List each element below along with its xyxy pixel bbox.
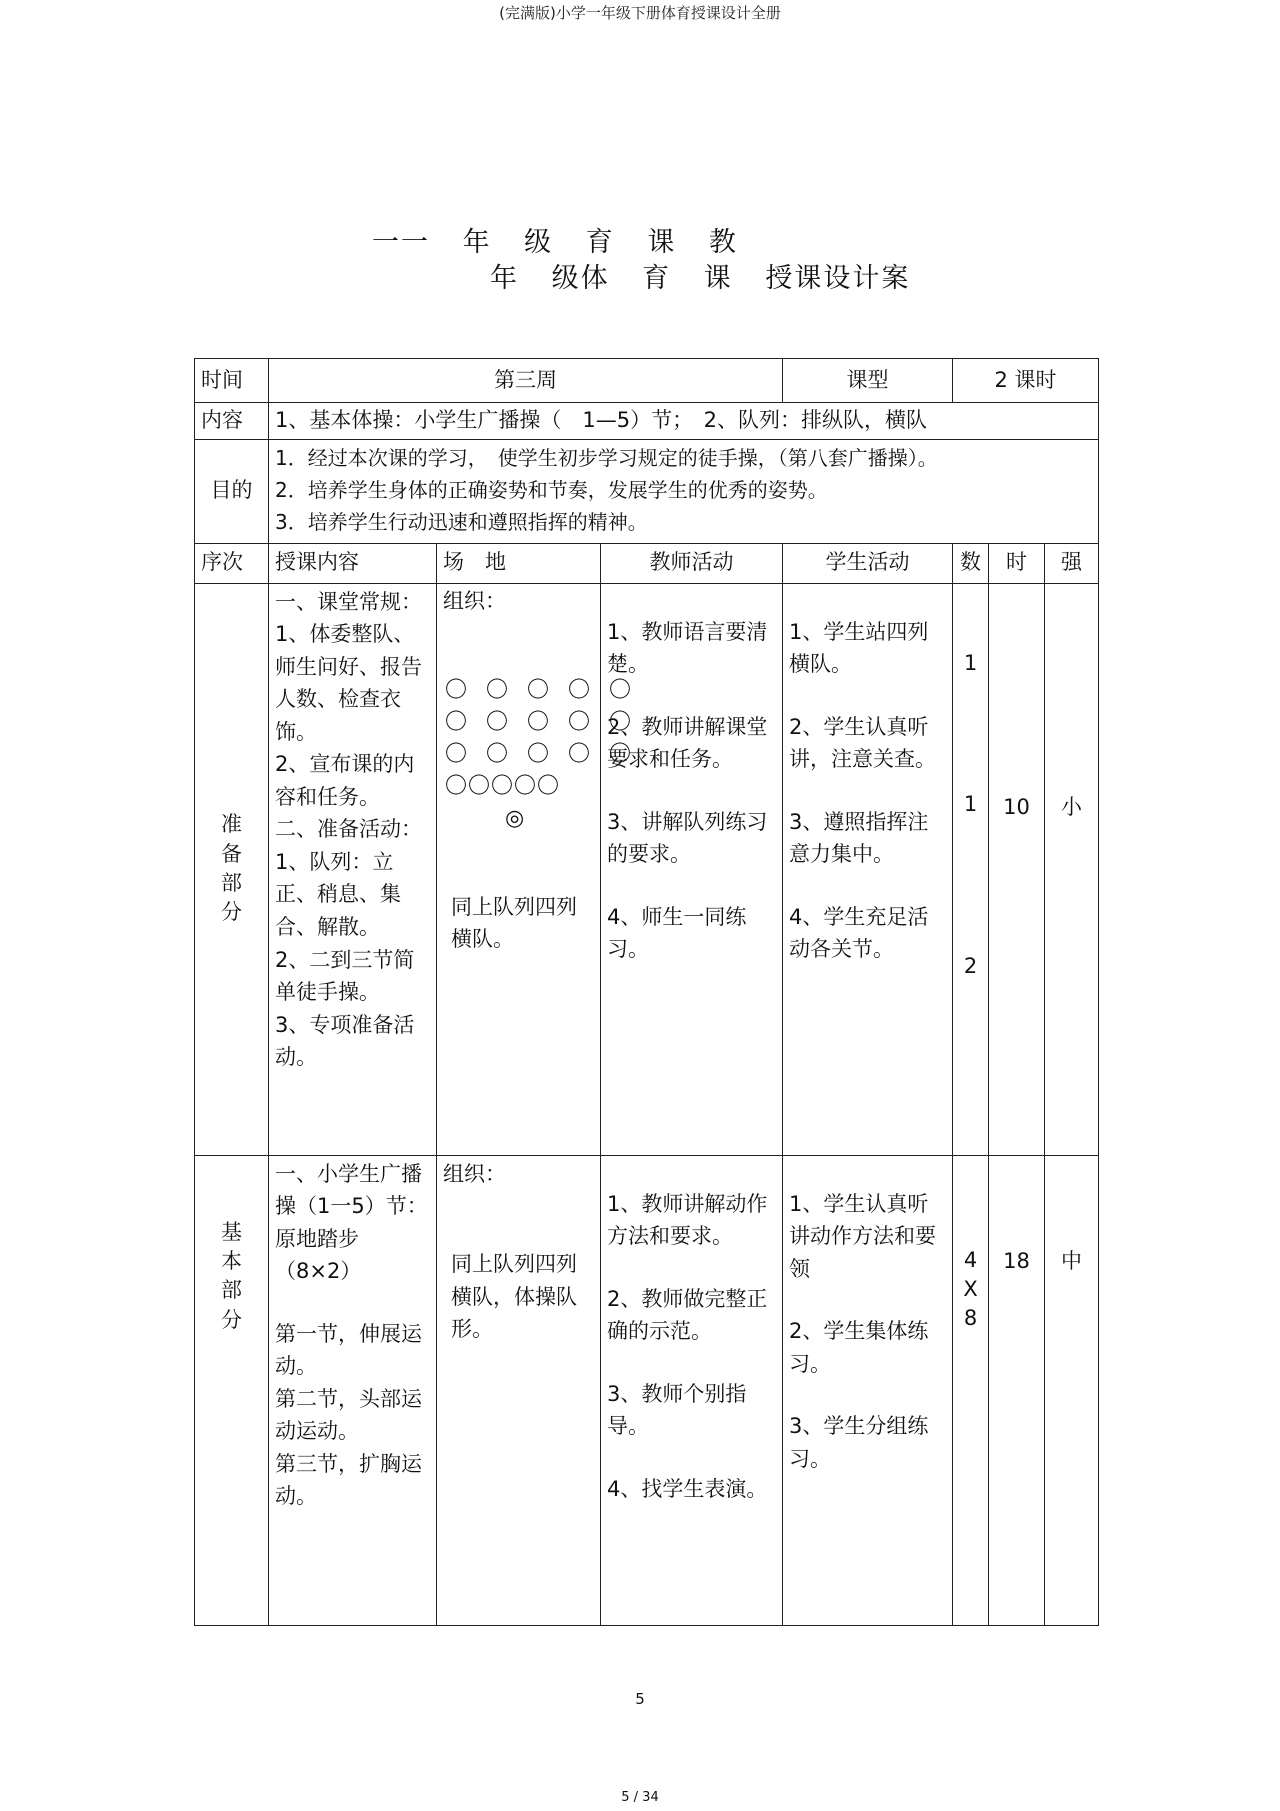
page-counter: 5 / 34 [621, 1790, 659, 1805]
prep-content-item: 一、课堂常规： [275, 589, 422, 614]
student-item: 3、学生分组练习。 [789, 1414, 929, 1471]
col-count: 数 [953, 543, 989, 583]
time-label: 时间 [195, 359, 269, 403]
prep-venue [437, 583, 637, 1155]
teacher-position-icon: ◎ [505, 805, 531, 831]
col-venue: 场 地 [437, 543, 601, 583]
col-intensity: 强 [1045, 543, 1099, 583]
goal-row [195, 439, 1099, 543]
page-number: 5 [635, 1690, 645, 1708]
formation-row: 〇 〇 〇 〇 〇 [445, 709, 637, 735]
prep-content-item: 1、体委整队、师生问好、报告人数、检查衣饰。 [275, 622, 422, 744]
basic-phase-label: 基 本 部 分 [195, 1155, 269, 1625]
count-value: 1 [963, 650, 978, 675]
teacher-item: 3、教师个别指导。 [607, 1381, 747, 1439]
basic-teacher [601, 1155, 783, 1625]
col-time: 时 [989, 543, 1045, 583]
prep-content-item: 1、队列：立正、稍息、集合、解散。 [275, 849, 401, 939]
formation-diagram [443, 675, 637, 834]
time-value: 10 [1003, 794, 1030, 819]
col-seq: 序次 [195, 543, 269, 583]
teacher-item: 3、讲解队列练习的要求。 [607, 809, 768, 867]
formation-row: 〇〇〇〇〇 [445, 773, 561, 799]
count-value: 2 [963, 953, 978, 978]
venue-note: 同上队列四列横队，体操队形。 [451, 1252, 577, 1342]
hours-value: 2 课时 [953, 359, 1099, 403]
col-teacher: 教师活动 [601, 543, 783, 583]
prep-intensity [1045, 583, 1099, 1155]
goal-item: 2．培养学生身体的正确姿势和节奏，发展学生的优秀的姿势。 [275, 477, 828, 502]
content-row [195, 403, 1099, 440]
teacher-item: 4、找学生表演。 [607, 1476, 768, 1501]
venue-note: 同上队列四列横队。 [451, 895, 577, 951]
student-item: 1、学生认真听讲动作方法和要领 [789, 1191, 937, 1281]
title-line-2: 年 级体 育 课 授课设计案 [490, 263, 911, 294]
basic-content-item: 一、小学生广播操（1一5）节： [275, 1161, 428, 1219]
formation-row: 〇 〇 〇 〇 〇 [445, 678, 637, 703]
basic-counts [953, 1155, 989, 1625]
count-value: X [963, 1276, 978, 1301]
col-content: 授课内容 [269, 543, 437, 583]
prep-content-item: 二、准备活动： [275, 817, 422, 842]
lesson-plan-table [194, 358, 1099, 1626]
content-value: 1、基本体操：小学生广播操（ 1—5）节； 2、队列：排纵队，横队 [269, 403, 1099, 440]
student-item: 4、学生充足活动各关节。 [789, 904, 929, 962]
basic-content-item: 第二节，头部运动运动。 [275, 1386, 422, 1444]
time-row [195, 359, 1099, 403]
teacher-item: 4、师生一同练习。 [607, 904, 747, 962]
time-value: 18 [1003, 1248, 1030, 1273]
basic-content [269, 1155, 437, 1625]
count-value: 4 [963, 1247, 978, 1272]
column-header-row [195, 543, 1099, 583]
col-student: 学生活动 [783, 543, 953, 583]
student-item: 2、学生集体练习。 [789, 1319, 929, 1376]
document-header: (完满版)小学一年级下册体育授课设计全册 [499, 4, 781, 22]
prep-content [269, 583, 437, 1155]
prep-counts [953, 583, 989, 1155]
prep-content-item: 2、宣布课的内容和任务。 [275, 752, 415, 809]
teacher-item: 1、教师讲解动作方法和要求。 [607, 1191, 768, 1249]
prep-time [989, 583, 1045, 1155]
count-value: 1 [963, 792, 978, 816]
prep-teacher [601, 583, 783, 1155]
student-item: 1、学生站四列横队。 [789, 619, 929, 677]
intensity-value: 中 [1061, 1248, 1083, 1273]
venue-label: 组织： [443, 588, 506, 613]
prep-section-row [195, 583, 1099, 1155]
basic-content-item: 第三节，扩胸运动。 [275, 1451, 422, 1509]
prep-content-item: 2、二到三节简单徒手操。 [275, 947, 415, 1005]
venue-label: 组织： [443, 1161, 506, 1186]
basic-venue [437, 1155, 601, 1625]
intensity-value: 小 [1061, 794, 1083, 819]
formation-row: 〇 〇 〇 〇 〇 [445, 741, 637, 767]
basic-time [989, 1155, 1045, 1625]
basic-student [783, 1155, 953, 1625]
goal-label: 目的 [195, 439, 269, 543]
teacher-item: 2、教师讲解课堂要求和任务。 [607, 714, 768, 772]
teacher-item: 1、教师语言要清楚。 [607, 619, 768, 677]
goal-item: 3．培养学生行动迅速和遵照指挥的精神。 [275, 509, 648, 534]
student-item: 3、遵照指挥注意力集中。 [789, 809, 929, 867]
teacher-item: 2、教师做完整正确的示范。 [607, 1286, 768, 1344]
goal-list [269, 439, 1099, 543]
content-label: 内容 [195, 403, 269, 440]
basic-intensity [1045, 1155, 1099, 1625]
type-label: 课型 [783, 359, 953, 403]
title-line-1: 一一 年 级 育 课 教 [372, 227, 738, 258]
goal-item: 1．经过本次课的学习， 使学生初步学习规定的徒手操，（第八套广播操）。 [275, 445, 938, 470]
basic-content-item: 原地踏步（8×2） [275, 1226, 362, 1284]
student-item: 2、学生认真听讲，注意关查。 [789, 714, 937, 772]
count-value: 8 [963, 1306, 978, 1331]
basic-section-row [195, 1155, 1099, 1625]
prep-phase-label: 准 备 部 分 [195, 583, 269, 1155]
week-value: 第三周 [269, 359, 783, 403]
basic-content-item: 第一节，伸展运动。 [275, 1321, 422, 1379]
prep-student [783, 583, 953, 1155]
prep-content-item: 3、专项准备活动。 [275, 1012, 415, 1070]
